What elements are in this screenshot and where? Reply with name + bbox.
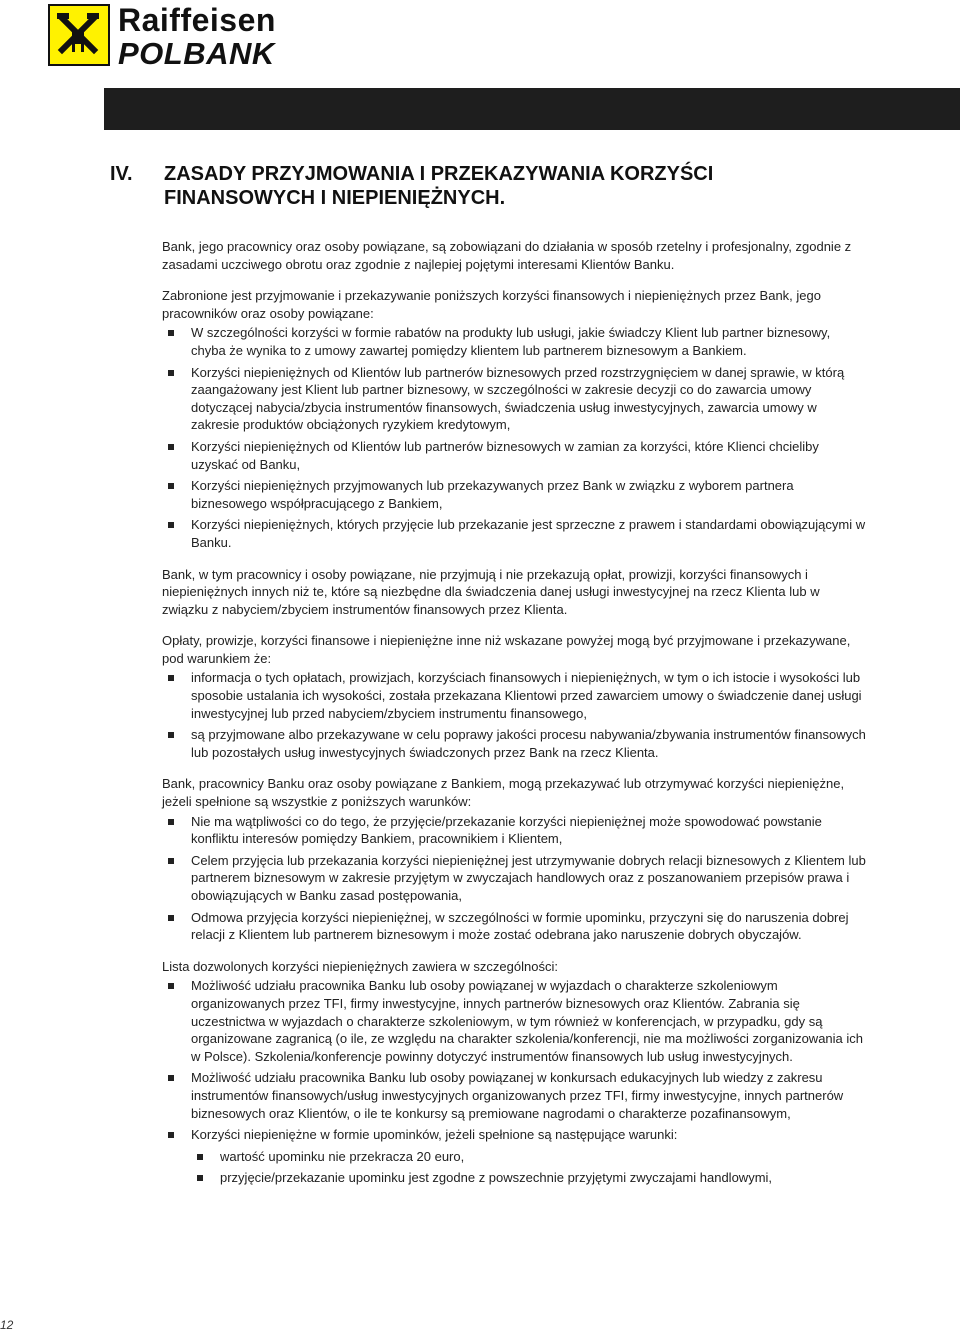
list-item: informacja o tych opłatach, prowizjach, korzyściach finansowych i niepieniężnych, w tym o ich istocie i wysokości lub sposobie ustalania ich wysokości, została przekazana Klientowi przed zawarciem umowy o świadczenie danej usługi inwestycyjnej lub przed nabyciem/zbyciem instrumentu finansowego,	[162, 669, 868, 722]
paragraph: Lista dozwolonych korzyści niepieniężnych zawiera w szczególności:	[162, 958, 558, 974]
list-item: Korzyści niepieniężnych od Klientów lub partnerów biznesowych w zamian za korzyści, które Klienci chcieliby uzyskać od Banku,	[162, 438, 868, 473]
sub-list-item: przyjęcie/przekazanie upominku jest zgodne z powszechnie przyjętymi zwyczajami handlowymi,	[191, 1169, 868, 1187]
sub-bullet-list	[191, 1148, 868, 1187]
paragraph: Bank, jego pracownicy oraz osoby powiązane, są zobowiązani do działania w sposób rzetelny i profesjonalny, zgodnie z zasadami uczciwego obrotu oraz zgodnie z najlepiej pojętymi interesami Klientów Banku.	[162, 239, 852, 272]
list-item: Możliwość udziału pracownika Banku lub osoby powiązanej w wyjazdach o charakterze szkoleniowym organizowanych przez TFI, firmy inwestycyjne, innych partnerów biznesowych oraz Klientów. Zabrania się uczestnictwa w wyjazdach o charakterze szkoleniowym, w tym również w konferencjach, w przypadku, gdy są organizowane zagranicą (o ile, ze względu na charakter szkolenia/konferencji, nie ma możliwości zorganizowania ich w Polsce). Szkolenia/konferencje powinny dotyczyć instrumentów finansowych lub usług inwestycyjnych.	[162, 977, 868, 1065]
sub-list-item: wartość upominku nie przekracza 20 euro,	[191, 1148, 868, 1166]
bullet-list	[162, 813, 868, 944]
raiffeisen-polbank-logo	[48, 4, 288, 70]
header-band	[104, 88, 960, 130]
paragraph: Opłaty, prowizje, korzyści finansowe i niepieniężne inne niż wskazane powyżej mogą być przyjmowane i przekazywane, pod warunkiem że:	[162, 633, 851, 666]
list-item: Celem przyjęcia lub przekazania korzyści niepieniężnej jest utrzymywanie dobrych relacji biznesowych z Klientem lub partnerem biznesowym w zakresie przyjętym w zwyczajach handlowych oraz z poszanowaniem przepisów prawa i obowiązujących w Banku zasad postępowania,	[162, 852, 868, 905]
list-item: są przyjmowane albo przekazywane w celu poprawy jakości procesu nabywania/zbywania instrumentów finansowych lub pozostałych usług inwestycyjnych świadczonych przez Bank na rzecz Klienta.	[162, 726, 868, 761]
list-item	[162, 1126, 868, 1187]
document-body	[162, 238, 868, 1201]
list-item: Możliwość udziału pracownika Banku lub osoby powiązanej w konkursach edukacyjnych lub wiedzy z zakresu instrumentów finansowych/usług inwestycyjnych organizowanych przez TFI, firmy inwestycyjne, innych partnerów biznesowych oraz Klientów, o ile te konkursy są premiowane nagrodami o charakterze pozafinansowym,	[162, 1069, 868, 1122]
page-number: 12	[0, 1318, 14, 1332]
bullet-list	[162, 669, 868, 761]
bullet-list	[162, 977, 868, 1187]
paragraph: Bank, w tym pracownicy i osoby powiązane, nie przyjmują i nie przekazują opłat, prowizji, korzyści finansowych i niepieniężnych innych niż te, które są niezbędne dla świadczenia danej usługi inwestycyjnej na rzecz Klienta lub w związku z nabyciem/zbyciem instrumentów finansowych przez Klienta.	[162, 566, 820, 617]
list-item: Odmowa przyjęcia korzyści niepieniężnej, w szczególności w formie upominku, przyczyni się do naruszenia dobrej relacji z Klientem lub partnerem biznesowym i może zostać odebrana jako naruszenie dobrych obyczajów.	[162, 909, 868, 944]
list-item: Korzyści niepieniężnych od Klientów lub partnerów biznesowych przed rozstrzygnięciem w danej sprawie, w którą zaangażowany jest Klient lub partner biznesowy, w szczególności w zakresie decyzji co do zawarcia umowy dotyczącej nabycia/zbycia instrumentów finansowych, świadczenia usług inwestycyjnych, zawarcia umowy w zakresie produktów obciążonych ryzykiem kredytowym,	[162, 364, 868, 434]
list-item-text: Korzyści niepieniężne w formie upominków, jeżeli spełnione są następujące warunki:	[191, 1127, 678, 1143]
list-item: Korzyści niepieniężnych, których przyjęcie lub przekazanie jest sprzeczne z prawem i standardami obowiązującymi w Banku.	[162, 516, 868, 551]
logo-text-raiffeisen: Raiffeisen	[118, 2, 276, 38]
paragraph: Bank, pracownicy Banku oraz osoby powiązane z Bankiem, mogą przekazywać lub otrzymywać korzyści niepieniężne, jeżeli spełnione są wszystkie z poniższych warunków:	[162, 776, 845, 810]
logo-text-polbank: POLBANK	[118, 36, 275, 71]
section-title: ZASADY PRZYJMOWANIA I PRZEKAZYWANIA KORZYŚCI FINANSOWYCH I NIEPIENIĘŻNYCH.	[164, 163, 714, 209]
list-item: W szczególności korzyści w formie rabatów na produkty lub usługi, jakie świadczy Klient lub partner biznesowy, chyba że wynika to z umowy zawartej pomiędzy klientem lub partnerem biznesowym a Bankiem.	[162, 324, 868, 359]
paragraph: Zabronione jest przyjmowanie i przekazywanie poniższych korzyści finansowych i niepieniężnych przez Bank, jego pracowników oraz osoby powiązane:	[162, 288, 821, 321]
section-number: IV.	[110, 163, 133, 185]
bullet-list	[162, 324, 868, 551]
list-item: Korzyści niepieniężnych przyjmowanych lub przekazywanych przez Bank w związku z wyborem partnera biznesowego współpracującego z Bankiem,	[162, 477, 868, 512]
list-item: Nie ma wątpliwości co do tego, że przyjęcie/przekazanie korzyści niepieniężnej może spowodować powstanie konfliktu interesów pomiędzy Bankiem, pracownikiem i Klientem,	[162, 813, 868, 848]
crossed-gables-icon	[48, 4, 110, 66]
